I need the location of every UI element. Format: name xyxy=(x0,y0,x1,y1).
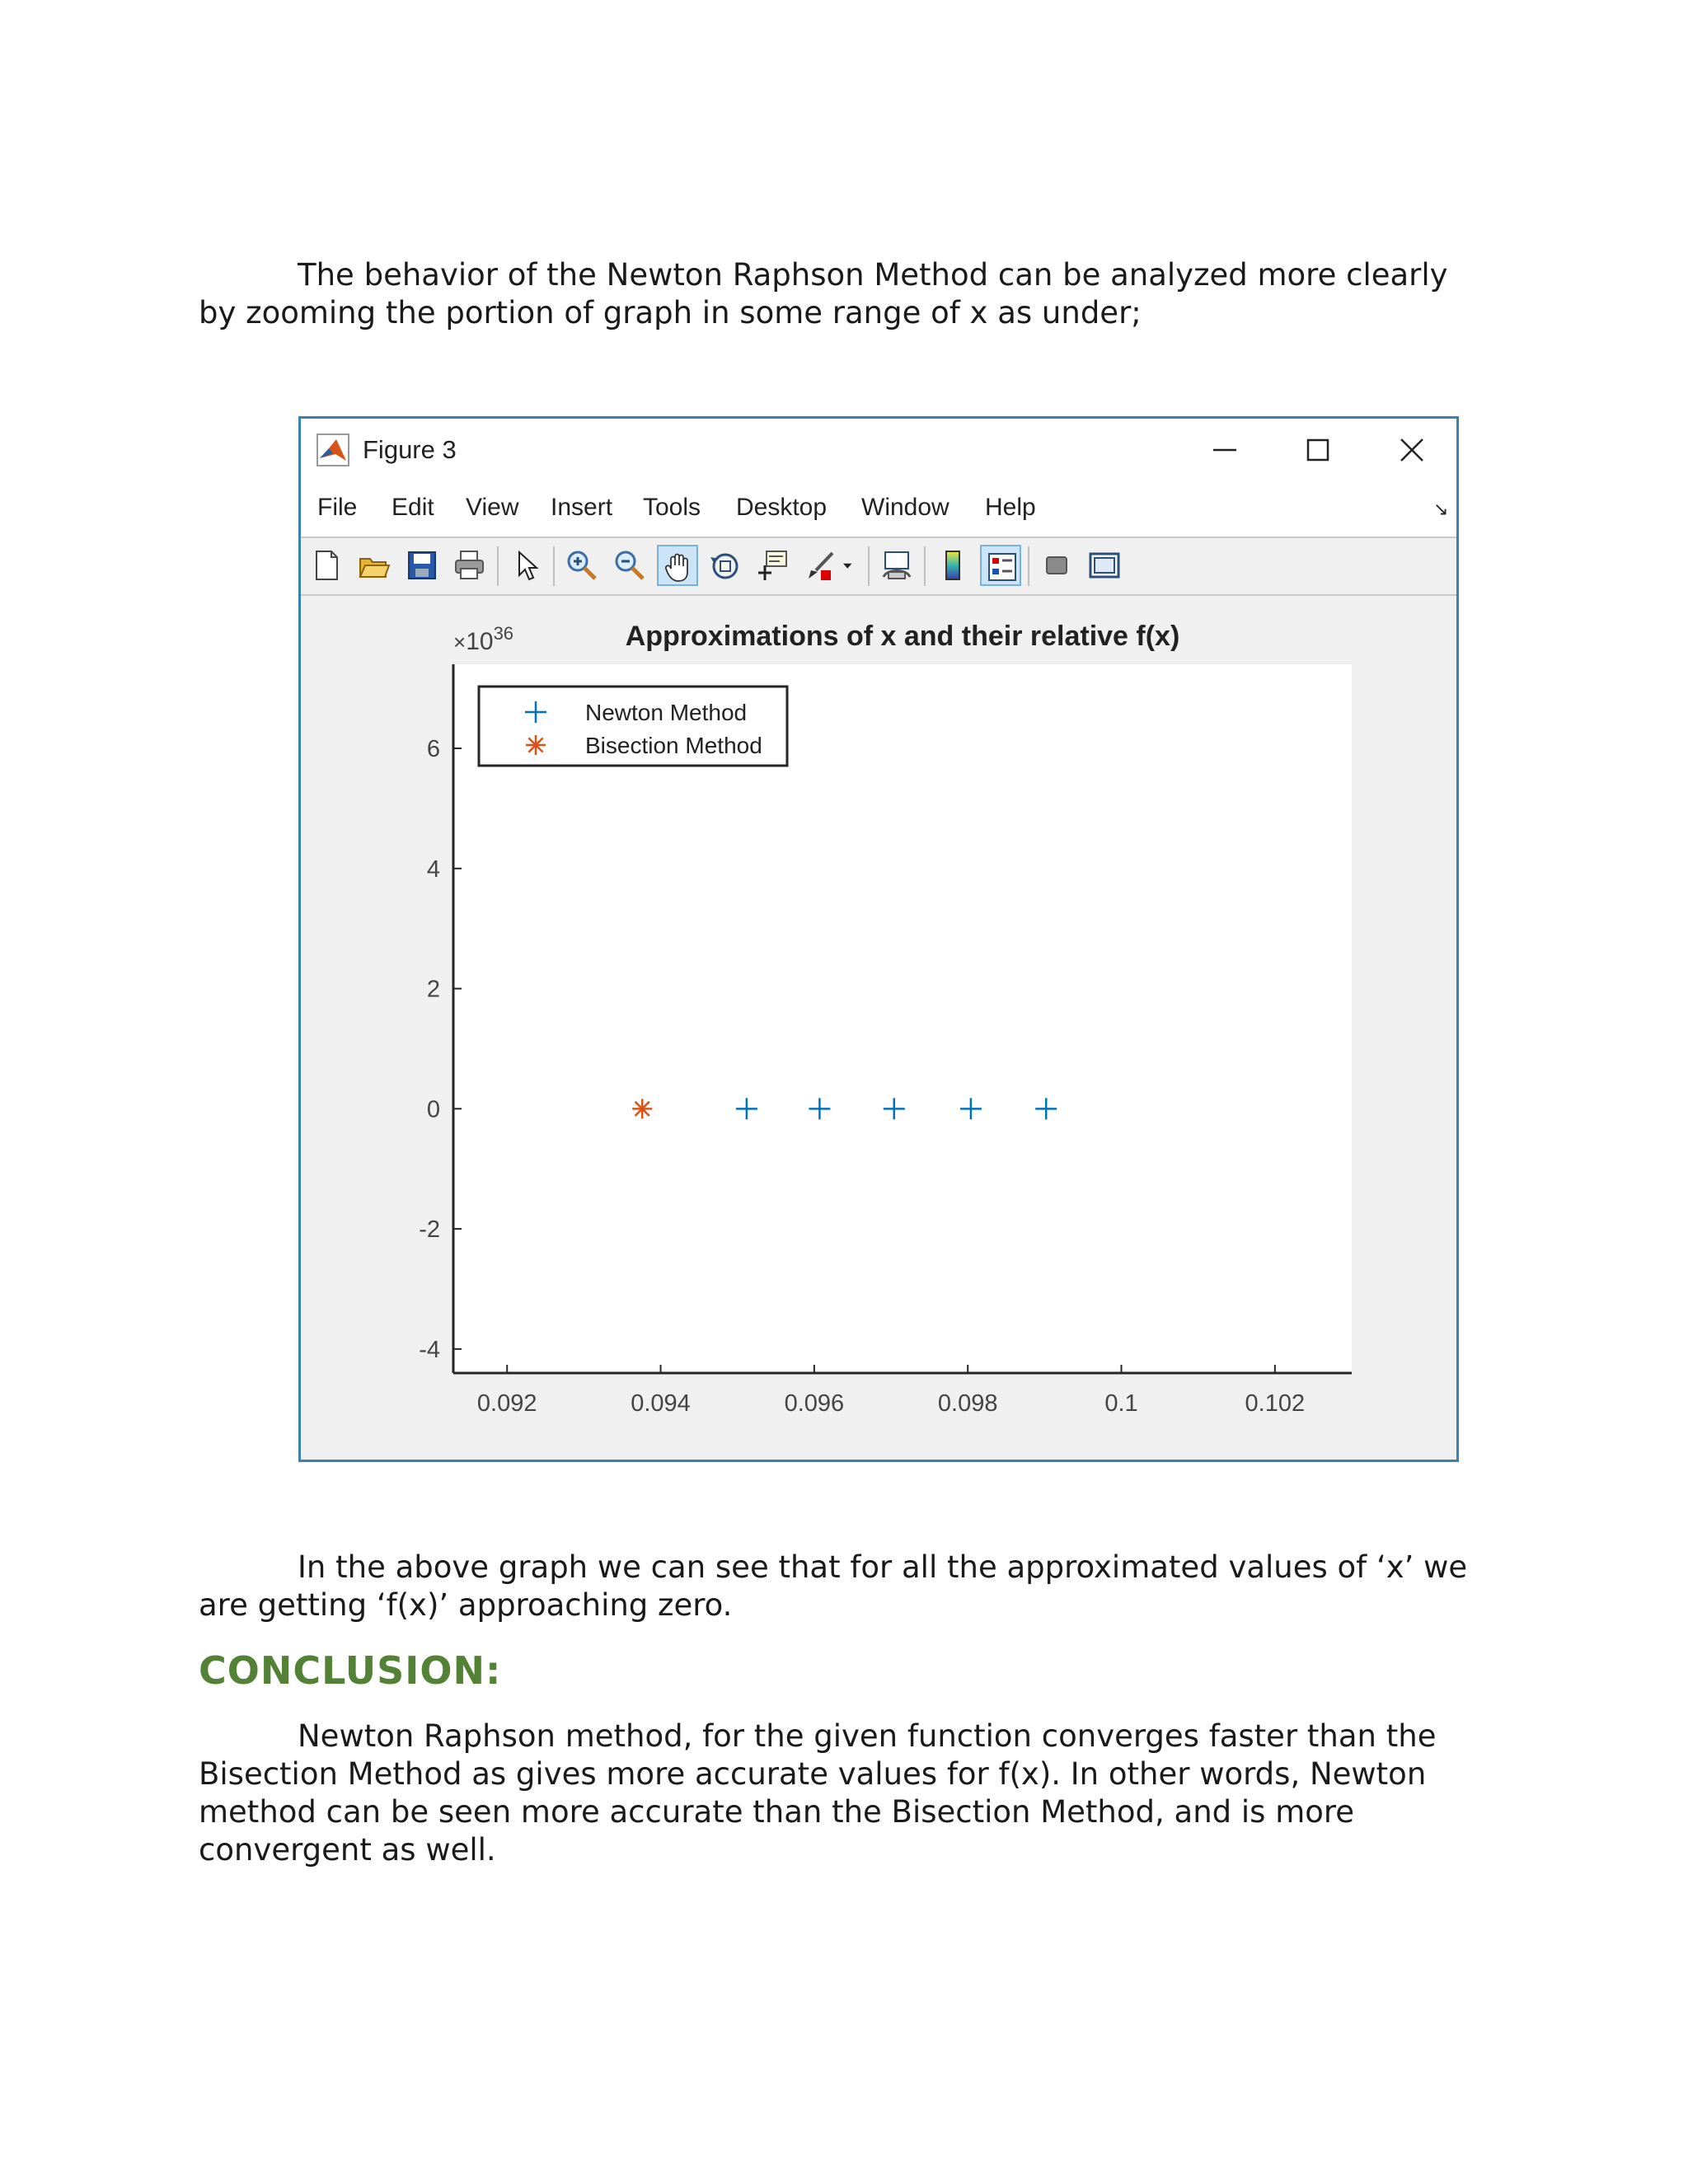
y-tick-label: 6 xyxy=(426,736,440,763)
show-plot-tools-icon[interactable] xyxy=(1084,545,1125,586)
maximize-icon[interactable] xyxy=(1303,435,1333,465)
toolbar-separator xyxy=(497,546,499,586)
figure-toolbar xyxy=(301,538,1456,596)
window-title: Figure 3 xyxy=(363,435,457,464)
legend-label-newton: Newton Method xyxy=(585,700,748,725)
matlab-figure-window[interactable] xyxy=(298,416,1459,1462)
undock-arrow-icon[interactable]: ↘ xyxy=(1433,499,1449,519)
chart-svg[interactable] xyxy=(301,596,1456,1460)
zoom-out-icon[interactable] xyxy=(609,545,650,586)
x-tick-label: 0.1 xyxy=(1104,1390,1138,1417)
x-tick-label: 0.098 xyxy=(937,1390,998,1417)
y-multiplier: $\times 10^{36}$ xyxy=(453,623,514,655)
title-bar[interactable] xyxy=(301,419,1456,480)
hide-plot-tools-icon[interactable] xyxy=(1036,545,1077,586)
zoom-in-icon[interactable] xyxy=(561,545,603,586)
brush-icon[interactable] xyxy=(800,545,842,586)
toolbar-separator xyxy=(868,546,870,586)
save-icon[interactable] xyxy=(401,545,443,586)
bisection-point xyxy=(632,1099,652,1118)
plot-area[interactable] xyxy=(453,664,1352,1373)
brush-dropdown-icon[interactable] xyxy=(838,545,863,586)
minimize-icon[interactable] xyxy=(1210,435,1240,465)
conclusion-text: Newton Raphson method, for the given function converges faster than the Bisection Method as gives more accurate values for f(x). In other words, Newton method can be seen more accurate than the Bisection Method, and is more convergent as well. xyxy=(199,1718,1437,1868)
pan-hand-icon[interactable] xyxy=(657,545,698,586)
chart-title: Approximations of x and their relative f(x) xyxy=(625,621,1180,652)
menu-window[interactable]: Window xyxy=(861,494,950,521)
toolbar-separator xyxy=(553,546,555,586)
result-paragraph xyxy=(199,1549,1484,1624)
x-tick-label: 0.096 xyxy=(784,1390,845,1417)
toolbar-separator xyxy=(924,546,926,586)
x-tick-label: 0.092 xyxy=(476,1390,537,1417)
rotate-3d-icon[interactable] xyxy=(705,545,746,586)
intro-paragraph xyxy=(199,256,1484,332)
menu-tools[interactable]: Tools xyxy=(643,494,701,521)
y-tick-label: 0 xyxy=(426,1096,440,1123)
conclusion-paragraph xyxy=(199,1718,1484,1869)
conclusion-heading: CONCLUSION: xyxy=(199,1648,502,1693)
result-text: In the above graph we can see that for all the approximated values of ‘x’ we are getting ‘f(x)’ approaching zero. xyxy=(199,1549,1468,1623)
print-icon[interactable] xyxy=(449,545,490,586)
menu-edit[interactable]: Edit xyxy=(392,494,434,521)
legend[interactable] xyxy=(479,687,787,766)
new-figure-icon[interactable] xyxy=(306,545,347,586)
x-tick-label: 0.102 xyxy=(1245,1390,1306,1417)
link-plot-icon[interactable] xyxy=(876,545,917,586)
menu-bar xyxy=(301,480,1456,538)
legend-marker-bisection xyxy=(526,735,546,755)
matlab-logo-icon xyxy=(316,434,349,466)
select-arrow-icon[interactable] xyxy=(505,545,546,586)
menu-view[interactable]: View xyxy=(466,494,519,521)
y-tick-label: 4 xyxy=(426,855,440,883)
data-cursor-icon[interactable] xyxy=(753,545,794,586)
y-tick-label: 2 xyxy=(426,976,440,1003)
intro-text: The behavior of the Newton Raphson Method can be analyzed more clearly by zooming the portion of graph in some range of x as under; xyxy=(199,257,1448,330)
close-icon[interactable] xyxy=(1397,435,1427,465)
menu-insert[interactable]: Insert xyxy=(551,494,613,521)
menu-file[interactable]: File xyxy=(317,494,358,521)
y-tick-label: -4 xyxy=(419,1336,440,1363)
insert-legend-icon[interactable] xyxy=(980,545,1021,586)
toolbar-separator xyxy=(1028,546,1029,586)
open-file-icon[interactable] xyxy=(354,545,395,586)
legend-label-bisection: Bisection Method xyxy=(585,733,762,758)
x-tick-label: 0.094 xyxy=(631,1390,691,1417)
menu-desktop[interactable]: Desktop xyxy=(736,494,828,521)
insert-colorbar-icon[interactable] xyxy=(932,545,973,586)
y-tick-label: -2 xyxy=(419,1216,440,1244)
menu-help[interactable]: Help xyxy=(985,494,1036,521)
